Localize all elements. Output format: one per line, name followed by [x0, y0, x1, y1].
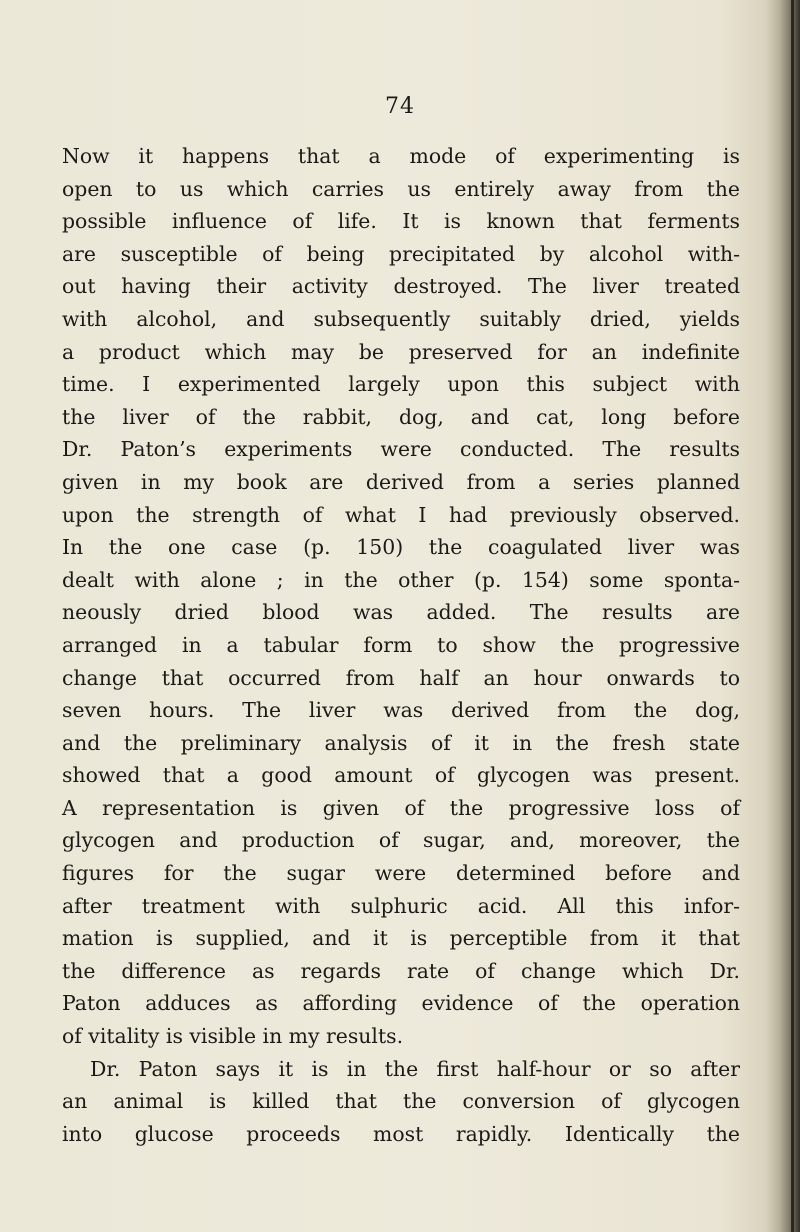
- text-line: dealt with alone ; in the other (p. 154) some sponta-: [62, 567, 740, 592]
- text-line: time. I experimented largely upon this subject with: [62, 372, 740, 397]
- page-edge-shadow: [766, 0, 800, 1232]
- text-line: into glucose proceeds most rapidly. Identically the: [62, 1121, 740, 1146]
- text-line: are susceptible of being precipitated by alcohol with-: [62, 241, 740, 266]
- text-line: an animal is killed that the conversion of glycogen: [62, 1089, 740, 1114]
- text-line: possible influence of life. It is known that ferments: [62, 209, 740, 234]
- text-line: a product which may be preserved for an indefinite: [62, 339, 740, 364]
- page-number: 74: [385, 94, 415, 119]
- text-line: glycogen and production of sugar, and, moreover, the: [62, 828, 740, 853]
- text-line: open to us which carries us entirely away from the: [62, 176, 740, 201]
- text-line: Paton adduces as affording evidence of the operation: [62, 991, 740, 1016]
- text-line: change that occurred from half an hour onwards to: [62, 665, 740, 690]
- text-line: A representation is given of the progressive loss of: [62, 795, 740, 820]
- body-text: [62, 140, 740, 1150]
- text-line: Dr. Paton says it is in the first half-hour or so after: [90, 1056, 740, 1081]
- text-line: and the preliminary analysis of it in the fresh state: [62, 730, 740, 755]
- text-line: the liver of the rabbit, dog, and cat, long before: [62, 404, 740, 429]
- text-line: Now it happens that a mode of experimenting is: [62, 144, 740, 168]
- text-line: neously dried blood was added. The results are: [62, 600, 740, 625]
- text-line: upon the strength of what I had previously observed.: [62, 502, 740, 527]
- text-line: arranged in a tabular form to show the progressive: [62, 632, 740, 657]
- text-line: showed that a good amount of glycogen was present.: [62, 763, 740, 788]
- page-edge-line: [791, 0, 794, 1232]
- text-line: after treatment with sulphuric acid. All this infor-: [62, 893, 740, 918]
- text-line: with alcohol, and subsequently suitably dried, yields: [62, 306, 740, 331]
- text-line: Dr. Paton’s experiments were conducted. The results: [62, 437, 740, 462]
- text-line: figures for the sugar were determined before and: [62, 861, 740, 886]
- text-line: given in my book are derived from a series planned: [62, 469, 740, 494]
- text-line: In the one case (p. 150) the coagulated liver was: [62, 535, 740, 560]
- text-line: of vitality is visible in my results.: [62, 1024, 404, 1049]
- text-line: out having their activity destroyed. The liver treated: [62, 274, 740, 299]
- text-line: mation is supplied, and it is perceptible from it that: [62, 926, 740, 951]
- text-line: the difference as regards rate of change which Dr.: [62, 958, 740, 983]
- text-line: seven hours. The liver was derived from the dog,: [62, 698, 740, 723]
